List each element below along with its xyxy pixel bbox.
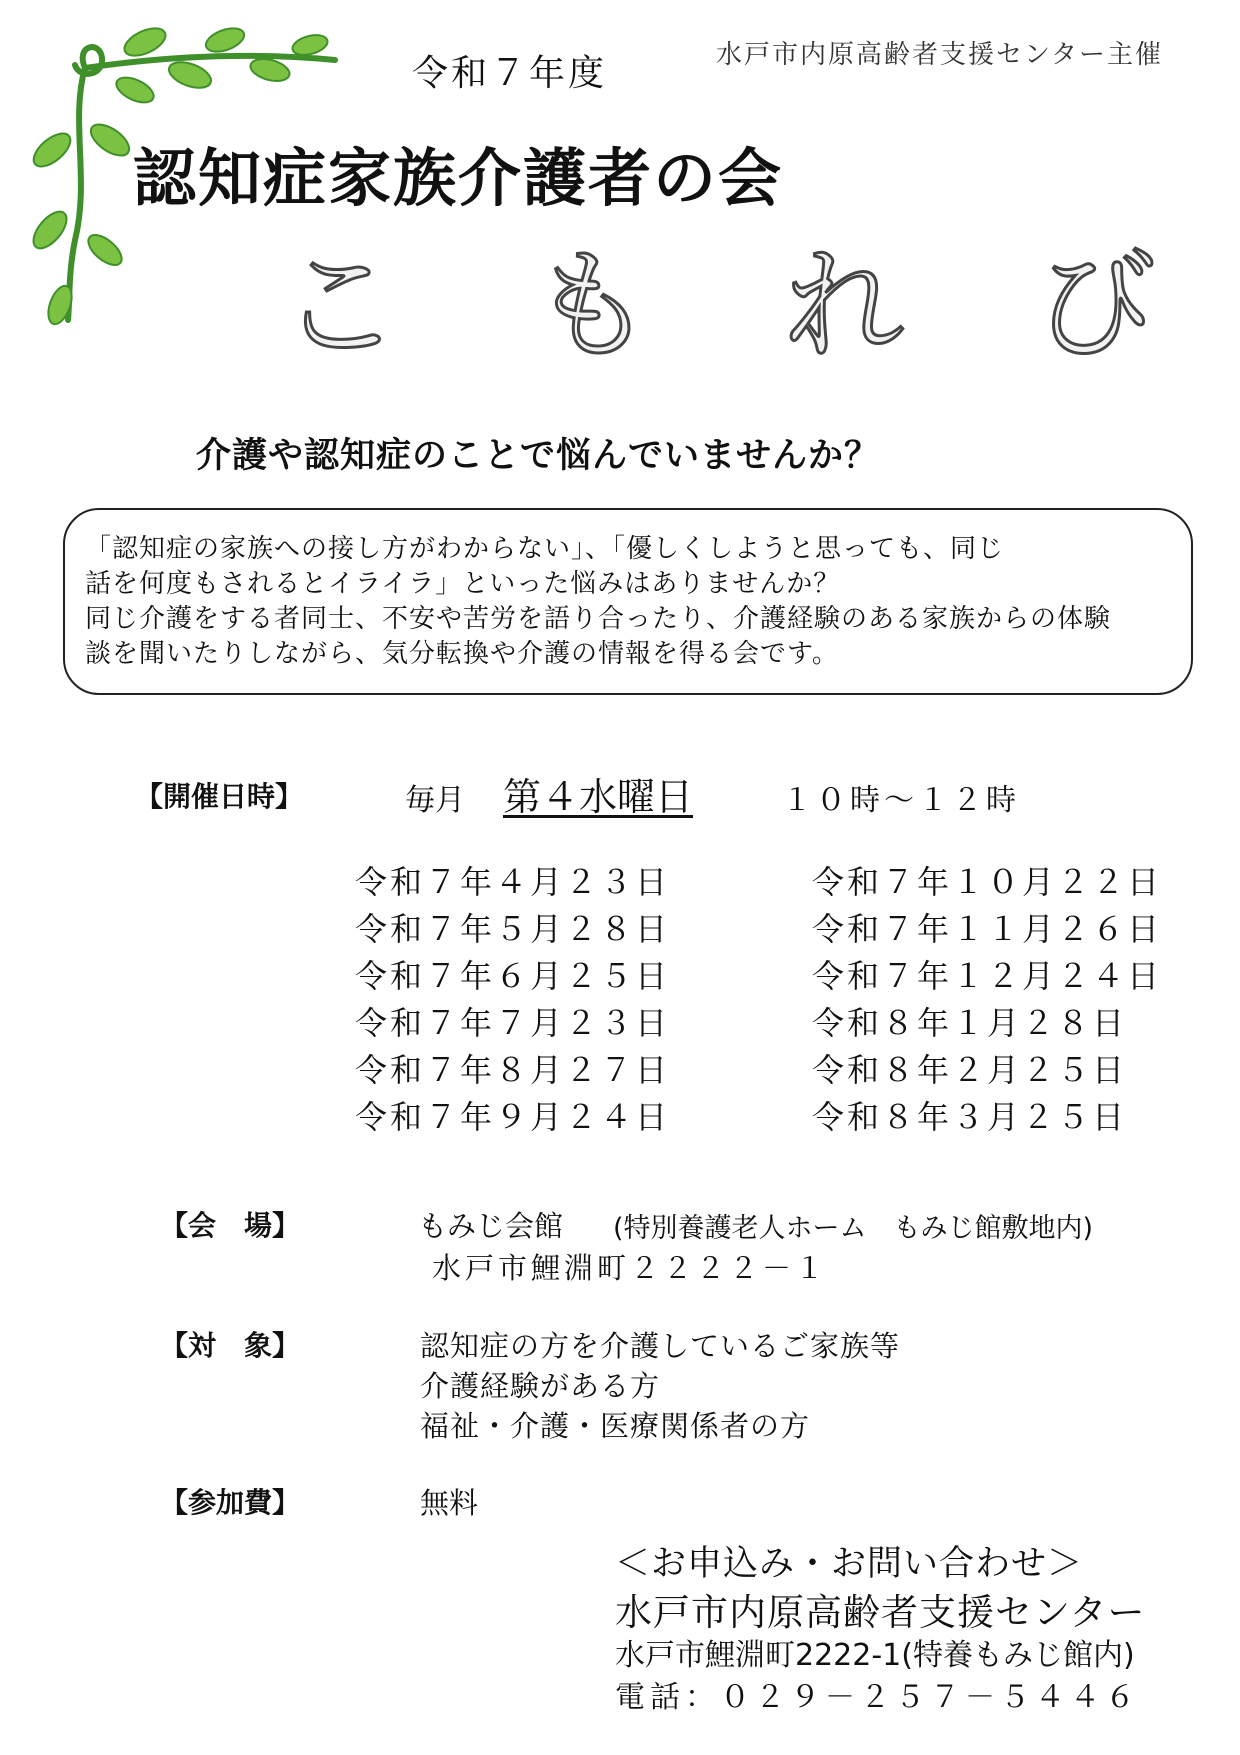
intro-line: 話を何度もされるとイライラ」といった悩みはありませんか？ — [85, 569, 841, 599]
schedule-monthly: 毎月 — [405, 783, 465, 818]
intro-line: 「認知症の家族への接し方がわからない」、「優しくしようと思っても、同じ — [85, 534, 1005, 564]
fiscal-year: 令和７年度 — [412, 53, 608, 94]
intro-box — [63, 508, 1193, 695]
venue-label: 【会 場】 — [160, 1209, 301, 1242]
lead-question: 介護や認知症のことで悩んでいませんか？ — [196, 436, 881, 476]
intro-line: 同じ介護をする者同士、不安や苦労を語り合ったり、介護経験のある家族からの体験 — [85, 604, 1112, 634]
organizer-text: 水戸市内原高齢者支援センター主催 — [716, 40, 1163, 70]
date-item: 令和７年９月２４日 — [355, 1098, 671, 1136]
nickname-text: こ も れ び — [280, 237, 1162, 376]
venue-address: 水戸市鯉淵町２２２２－１ — [432, 1251, 829, 1285]
date-item: 令和７年１２月２４日 — [812, 957, 1163, 995]
venue-note: (特別養護老人ホーム もみじ館敷地内) — [613, 1213, 1094, 1244]
schedule-label: 【開催日時】 — [135, 780, 304, 813]
nickname-outline-text — [280, 235, 1162, 376]
target-item: 福祉・介護・医療関係者の方 — [420, 1409, 811, 1443]
schedule-time: １０時～１２時 — [782, 783, 1020, 818]
target-label: 【対 象】 — [160, 1329, 301, 1362]
contact-name: 水戸市内原高齢者支援センター — [615, 1591, 1146, 1634]
date-item: 令和８年１月２８日 — [812, 1004, 1128, 1042]
date-item: 令和８年３月２５日 — [812, 1098, 1128, 1136]
fee-label: 【参加費】 — [160, 1486, 301, 1519]
date-item: 令和７年４月２３日 — [355, 863, 671, 901]
date-item: 令和７年６月２５日 — [355, 957, 671, 995]
date-item: 令和７年８月２７日 — [355, 1051, 671, 1089]
contact-address: 水戸市鯉淵町2222-1(特養もみじ館内) — [615, 1638, 1135, 1673]
date-item: 令和７年１１月２６日 — [812, 910, 1163, 948]
date-item: 令和７年５月２８日 — [355, 910, 671, 948]
date-item: 令和７年１０月２２日 — [812, 863, 1163, 901]
venue-name: もみじ会館 — [418, 1209, 564, 1243]
schedule-weekday: 第４水曜日 — [503, 775, 694, 819]
page-title: 認知症家族介護者の会 — [133, 142, 783, 215]
date-item: 令和８年２月２５日 — [812, 1051, 1128, 1089]
fee-value: 無料 — [420, 1486, 479, 1520]
intro-line: 談を聞いたりしながら、気分転換や介護の情報を得る会です。 — [85, 639, 839, 669]
target-item: 介護経験がある方 — [420, 1369, 661, 1403]
contact-phone: 電話：０２９－２５７－５４４６ — [615, 1680, 1140, 1715]
target-item: 認知症の方を介護しているご家族等 — [420, 1329, 901, 1363]
contact-heading: ＜お申込み・お問い合わせ＞ — [615, 1544, 1084, 1584]
date-item: 令和７年７月２３日 — [355, 1004, 671, 1042]
